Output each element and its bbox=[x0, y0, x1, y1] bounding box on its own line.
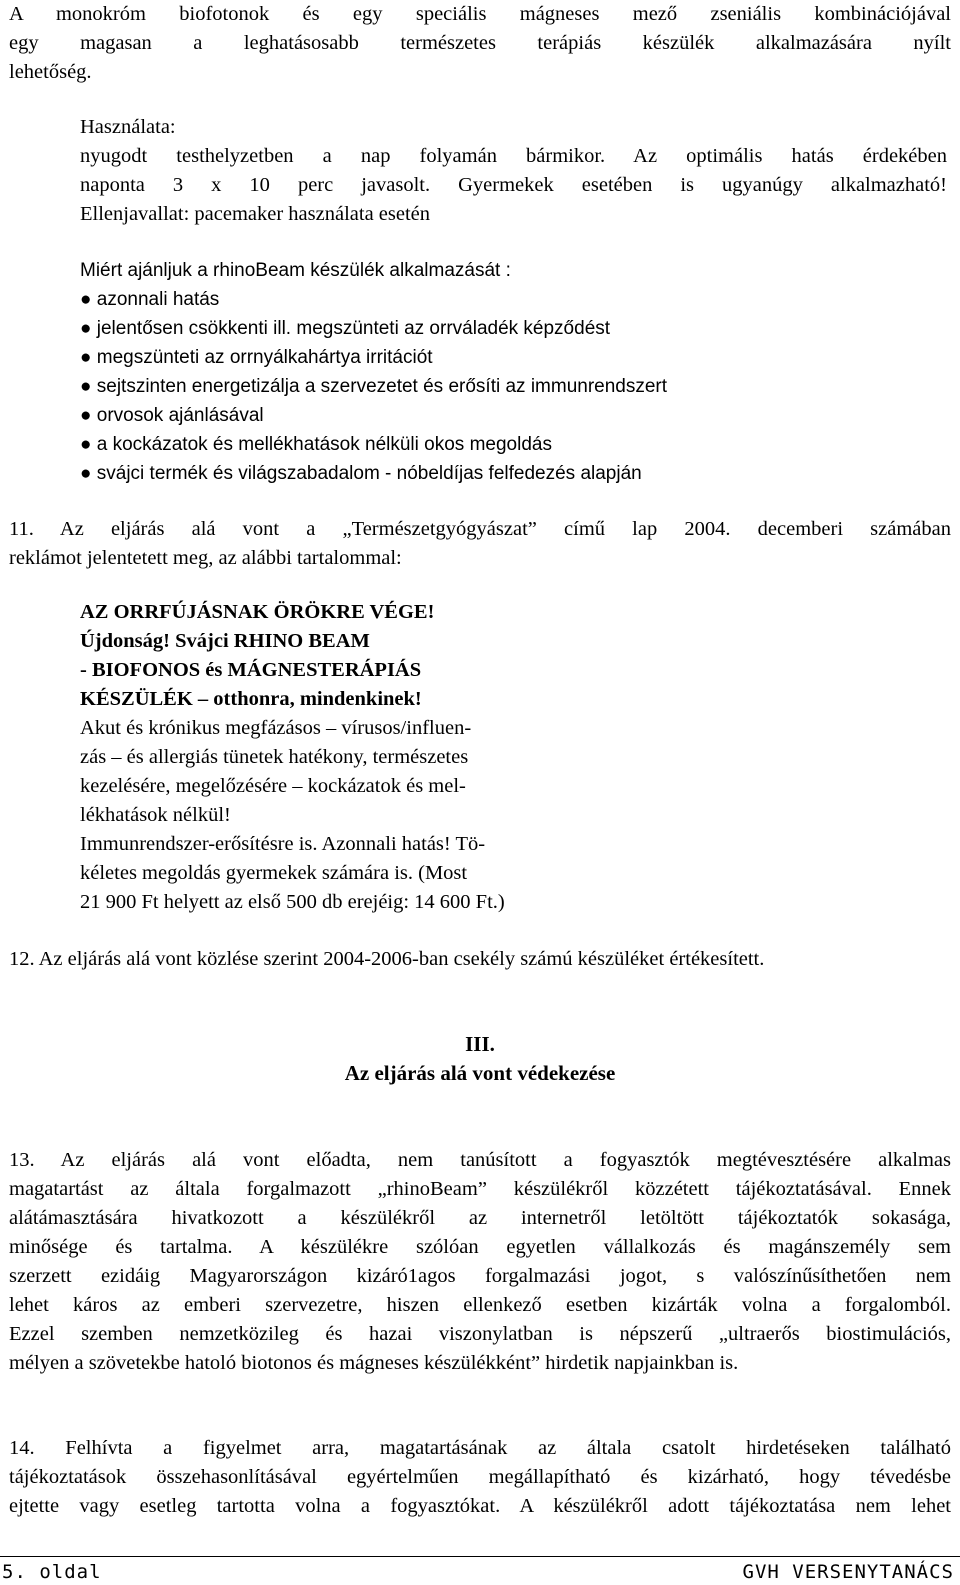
intro-paragraph bbox=[9, 0, 951, 87]
text-line: naponta 3 x 10 perc javasolt. Gyermekek esetében is ugyanúgy alkalmazható! bbox=[80, 174, 947, 196]
text-line: lehetőség. bbox=[9, 61, 92, 83]
list-item: ● orvosok ajánlásával bbox=[80, 405, 264, 426]
section-numeral: III. bbox=[465, 1032, 495, 1056]
list-item: ● a kockázatok és mellékhatások nélküli okos megoldás bbox=[80, 434, 552, 455]
text-line: Ellenjavallat: pacemaker használata esetén bbox=[80, 203, 431, 225]
text-line: A monokróm biofotonok és egy speciális mágneses mező zseniális kombinációjával bbox=[9, 3, 951, 25]
page-number: 5. oldal bbox=[2, 1561, 102, 1583]
ad-headline: AZ ORRFÚJÁSNAK ÖRÖKRE VÉGE! bbox=[80, 601, 435, 623]
list-item: ● megszünteti az orrnyálkahártya irritációt bbox=[80, 347, 433, 368]
ad-headline: - BIOFONOS és MÁGNESTERÁPIÁS bbox=[80, 659, 422, 681]
footer-divider bbox=[0, 1556, 960, 1557]
text-line: lehet káros az emberi szervezetre, hiszen ellenkező esetben kizárták volna a forgalomból. bbox=[9, 1294, 951, 1316]
bullet-icon: ● bbox=[80, 434, 92, 455]
text-line: nyugodt testhelyzetben a nap folyamán bármikor. Az optimális hatás érdekében bbox=[80, 145, 947, 167]
bullet-icon: ● bbox=[80, 347, 92, 368]
list-item: ● svájci termék és világszabadalom - nóbeldíjas felfedezés alapján bbox=[80, 463, 642, 484]
text-line: mélyen a szövetekbe hatoló biotonos és mágneses készülékként” hirdetik napjainkban is. bbox=[9, 1352, 739, 1374]
usage-heading: Használata: bbox=[80, 116, 176, 138]
text-line: Ezzel szemben nemzetközileg és hazai viszonylatban is népszerű „ultraerős biostimulációs, bbox=[9, 1323, 951, 1345]
footer-organization: GVH VERSENYTANÁCS bbox=[742, 1561, 954, 1583]
benefits-title: Miért ajánljuk a rhinoBeam készülék alkalmazását : bbox=[80, 260, 511, 281]
text-line: 14. Felhívta a figyelmet arra, magatartásának az általa csatolt hirdetéseken található bbox=[9, 1437, 951, 1459]
bullet-icon: ● bbox=[80, 318, 92, 339]
ad-text-line: zás – és allergiás tünetek hatékony, természetes bbox=[80, 746, 469, 768]
paragraph-12 bbox=[9, 945, 951, 974]
text-line: 11. Az eljárás alá vont a „Természetgyógyászat” című lap 2004. decemberi számában bbox=[9, 518, 951, 540]
advertisement-quote bbox=[80, 598, 640, 917]
paragraph-11 bbox=[9, 515, 951, 573]
text-line: tájékoztatások összehasonlításával egyértelműen megállapítható és kizárható, hogy tévedésbe bbox=[9, 1466, 951, 1488]
text-line: egy magasan a leghatásosabb természetes terápiás készülék alkalmazására nyílt bbox=[9, 32, 951, 54]
bullet-icon: ● bbox=[80, 289, 92, 310]
section-title: Az eljárás alá vont védekezése bbox=[344, 1061, 616, 1085]
text-line: ejtette vagy esetleg tartotta volna a fogyasztókat. A készülékről adott tájékoztatása nem lehet bbox=[9, 1495, 951, 1517]
text-line: 12. Az eljárás alá vont közlése szerint 2004-2006-ban csekély számú készüléket értékesített. bbox=[9, 948, 765, 970]
ad-text-line: lékhatások nélkül! bbox=[80, 804, 231, 826]
usage-block bbox=[80, 113, 947, 229]
ad-text-line: kezelésére, megelőzésére – kockázatok és mel- bbox=[80, 775, 466, 797]
bullet-icon: ● bbox=[80, 405, 92, 426]
list-item: ● jelentősen csökkenti ill. megszünteti az orrváladék képződést bbox=[80, 318, 611, 339]
ad-text-line: Akut és krónikus megfázásos – vírusos/influen- bbox=[80, 717, 472, 739]
list-item: ● sejtszinten energetizálja a szervezetet és erősíti az immunrendszert bbox=[80, 376, 668, 397]
text-line: reklámot jelentetett meg, az alábbi tartalommal: bbox=[9, 547, 402, 569]
ad-text-line: 21 900 Ft helyett az első 500 db erejéig: 14 600 Ft.) bbox=[80, 891, 505, 913]
text-line: 13. Az eljárás alá vont előadta, nem tanúsított a fogyasztók megtévesztésére alkalmas bbox=[9, 1149, 951, 1171]
text-line: minősége és tartalma. A készülékre szólóan egyetlen vállalkozás és magánszemély sem bbox=[9, 1236, 951, 1258]
text-line: szerzett ezidáig Magyarországon kizáró1agos forgalmazási jogot, s valószínűsíthetően nem bbox=[9, 1265, 951, 1287]
paragraph-14 bbox=[9, 1434, 951, 1521]
bullet-icon: ● bbox=[80, 376, 92, 397]
text-line: magatartást az általa forgalmazott „rhinoBeam” készülékről közzétett tájékoztatásával. Ennek bbox=[9, 1178, 951, 1200]
benefits-list bbox=[80, 256, 947, 488]
ad-text-line: Immunrendszer-erősítésre is. Azonnali hatás! Tö- bbox=[80, 833, 486, 855]
ad-headline: KÉSZÜLÉK – otthonra, mindenkinek! bbox=[80, 688, 422, 710]
text-line: alátámasztására hivatkozott a készülékről az internetről letöltött tájékoztatók sokasága, bbox=[9, 1207, 951, 1229]
ad-headline: Újdonság! Svájci RHINO BEAM bbox=[80, 630, 370, 652]
bullet-icon: ● bbox=[80, 463, 92, 484]
list-item: ● azonnali hatás bbox=[80, 289, 220, 310]
paragraph-13 bbox=[9, 1146, 951, 1378]
ad-text-line: kéletes megoldás gyermekek számára is. (Most bbox=[80, 862, 468, 884]
